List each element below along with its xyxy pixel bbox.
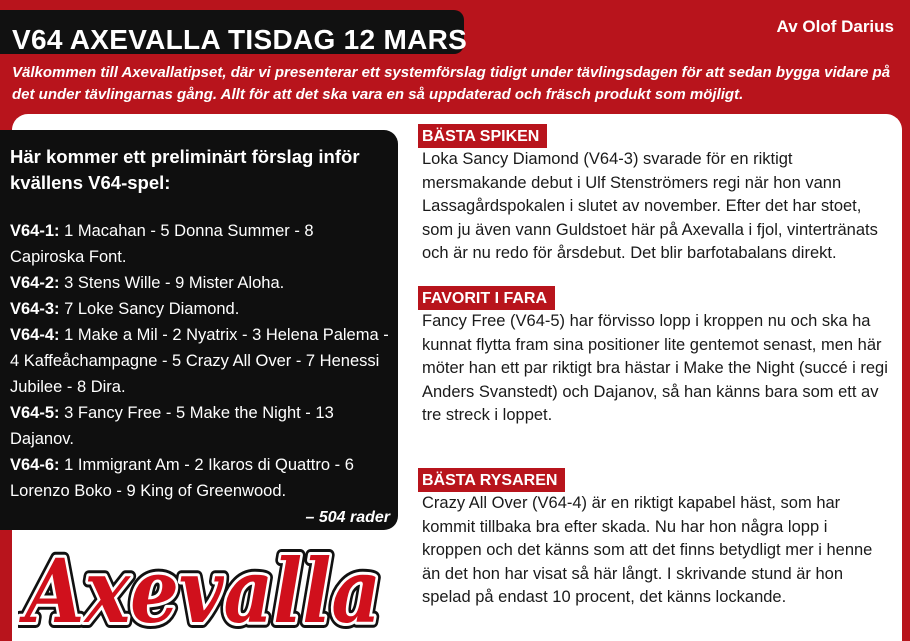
- race-line-5: [10, 400, 390, 452]
- logo-inner-outline: Axevalla: [18, 540, 382, 638]
- section-label: FAVORIT I FARA: [418, 286, 555, 310]
- logo-wordmark: Axevalla: [18, 540, 382, 638]
- race-line-6: [10, 452, 390, 504]
- section-label: BÄSTA SPIKEN: [418, 124, 547, 148]
- proposal-heading: Här kommer ett preliminärt förslag inför kvällens V64-spel:: [10, 146, 360, 193]
- axevalla-logo: [18, 540, 388, 638]
- race-line-4: [10, 322, 390, 400]
- race-label: V64-6:: [10, 456, 60, 474]
- section-text: Loka Sancy Diamond (V64-3) svarade för en riktigt mersmakande debut i Ulf Stenströmers regi när hon vann Lassagårdspokalen i slutet av november. Efter det har stoet, som ju även vann Guldstoet här på Axevalla i fjol, vintertränats och är nu redo för årsdebut. Det blir barfotabalans direkt.: [422, 150, 878, 262]
- race-horses: 3 Stens Wille - 9 Mister Aloha.: [64, 274, 285, 292]
- race-label: V64-2:: [10, 274, 60, 292]
- race-line-1: [10, 218, 390, 270]
- section-basta-spiken: [418, 124, 888, 266]
- proposal-list: [10, 218, 390, 504]
- race-horses: 7 Loke Sancy Diamond.: [64, 300, 240, 318]
- race-line-2: [10, 270, 390, 296]
- title-bar: [0, 10, 468, 55]
- race-horses: 1 Immigrant Am - 2 Ikaros di Quattro - 6 Lorenzo Boko - 9 King of Greenwood.: [10, 456, 354, 500]
- proposal-box: [0, 130, 398, 530]
- race-line-3: [10, 296, 390, 322]
- race-label: V64-4:: [10, 326, 60, 344]
- author-byline: Av Olof Darius: [776, 17, 894, 36]
- section-favorit-i-fara: [418, 286, 888, 428]
- race-horses: 1 Macahan - 5 Donna Summer - 8 Capiroska Font.: [10, 222, 314, 266]
- race-horses: 3 Fancy Free - 5 Make the Night - 13 Dajanov.: [10, 404, 334, 448]
- page-title: V64 AXEVALLA TISDAG 12 MARS: [12, 24, 468, 55]
- intro-text: Välkommen till Axevallatipset, där vi presenterar ett systemförslag tidigt under tävlingsdagen för att sedan bygga vidare på det under tävlingarnas gång. Allt för att det ska vara en så uppdaterad och fräsch produkt som möjligt.: [12, 64, 891, 103]
- section-label: BÄSTA RYSAREN: [418, 468, 565, 492]
- logo-outline: Axevalla: [18, 540, 382, 638]
- section-text: Crazy All Over (V64-4) är en riktigt kapabel häst, som har kommit tillbaka bra efter skada. Nu har hon några lopp i kroppen och det känns som att det finns betydligt mer i henne än det hon har visat så här långt. I skrivande stund är hon spelad på endast 10 procent, det känns lockande.: [422, 494, 873, 606]
- race-label: V64-1:: [10, 222, 60, 240]
- section-text: Fancy Free (V64-5) har förvisso lopp i kroppen nu och ska ha kunnat flytta fram sina positioner lite gentemot senast, men här möter han ett par riktigt bra hästar i Make the Night (succé i regi Anders Svanstedt) och Dajanov, så han känns bara som ett av tre streck i loppet.: [422, 312, 888, 424]
- race-label: V64-5:: [10, 404, 60, 422]
- race-label: V64-3:: [10, 300, 60, 318]
- section-basta-rysaren: [418, 468, 888, 610]
- rows-total: – 504 rader: [305, 509, 390, 526]
- race-horses: 1 Make a Mil - 2 Nyatrix - 3 Helena Palema - 4 Kaffeåchampagne - 5 Crazy All Over - 7 Henessi Jubilee - 8 Dira.: [10, 326, 389, 396]
